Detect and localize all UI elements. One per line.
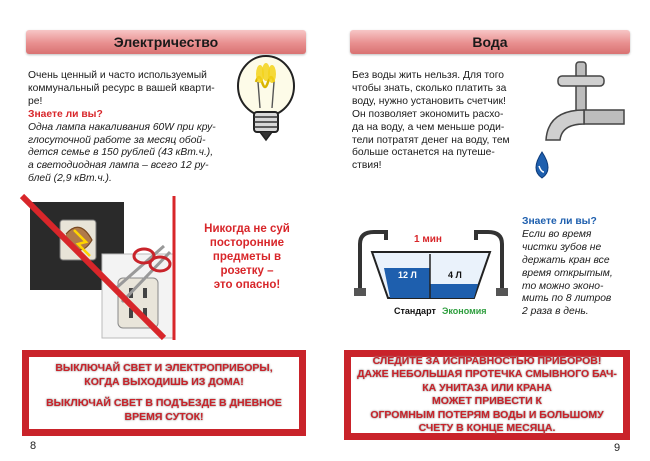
section-title: Вода — [472, 34, 508, 50]
electricity-alert-box: ВЫКЛЮЧАЙ СВЕТ И ЭЛЕКТРОПРИБОРЫ, КОГДА ВЫХОДИШЬ ИЗ ДОМА! ВЫКЛЮЧАЙ СВЕТ В ПОДЪЕЗДЕ В ДНЕВНОЕ ВРЕМЯ СУТОК! — [22, 350, 306, 436]
water-alert-box: СЛЕДИТЕ ЗА ИСПРАВНОСТЬЮ ПРИБОРОВ! ДАЖЕ НЕБОЛЬШАЯ ПРОТЕЧКА СМЫВНОГО БАЧ- КА УНИТАЗА ИЛИ КРАНА МОЖЕТ ПРИВЕСТИ К ОГРОМНЫМ ПОТЕРЯМ ВОДЫ И БОЛЬШОМУ СЧЕТУ В КОНЦЕ МЕСЯЦА. — [344, 350, 630, 440]
diagram-economy-label: Экономия — [442, 306, 487, 316]
socket-scene — [14, 190, 192, 342]
diagram-time-label: 1 мин — [414, 234, 442, 245]
section-header-water — [350, 30, 630, 54]
water-fact: Знаете ли вы? Если во время чистки зубов не держать кран все время открытым, то можно эконо- мить по 8 литров 2 раза в день. — [522, 216, 626, 319]
water-usage-diagram — [350, 222, 512, 322]
section-header-electricity — [26, 30, 306, 54]
water-intro: Без воды жить нельзя. Для того чтобы знать, сколько платить за воду, нужно установить счетчик! Он позволяет экономить расхо- да на воду, а чем меньше роди- тели потратят денег на воду, тем больше останется на путеше- ствия! — [352, 70, 510, 172]
socket-warning: Никогда не суй посторонние предметы в розетку – это опасно! — [204, 223, 290, 291]
diagram-standard-label: Стандарт — [394, 306, 436, 316]
did-you-know-heading: Знаете ли вы? — [522, 216, 597, 227]
diagram-economy-liters: 4 Л — [448, 270, 462, 280]
light-bulb-icon — [232, 52, 300, 142]
did-you-know-heading: Знаете ли вы? — [28, 108, 103, 120]
section-title: Электричество — [113, 34, 219, 50]
electricity-intro: Очень ценный и часто используемый коммунальный ресурс в вашей кварти- ре! Знаете ли вы? Одна лампа накаливания 60W при кру- глосуточной работе за месяц обой- дется семье в 150 рублей (43 кВт.ч.), а светодиодная лампа – всего 12 ру- блей (2,9 кВт.ч.). — [28, 70, 238, 186]
faucet-drop-icon — [528, 54, 628, 184]
fact-text: Одна лампа накаливания 60W при кру- глосуточной работе за месяц обой- дется семье в 150 рублей (43 кВт.ч.), а светодиодная лампа – всего 12 ру- блей (2,9 кВт.ч.). — [28, 121, 216, 185]
no-objects-in-socket-illustration — [14, 190, 192, 342]
page-number-right: 9 — [614, 442, 621, 454]
diagram-standard-liters: 12 Л — [398, 270, 417, 280]
page-number-left: 8 — [30, 440, 37, 452]
